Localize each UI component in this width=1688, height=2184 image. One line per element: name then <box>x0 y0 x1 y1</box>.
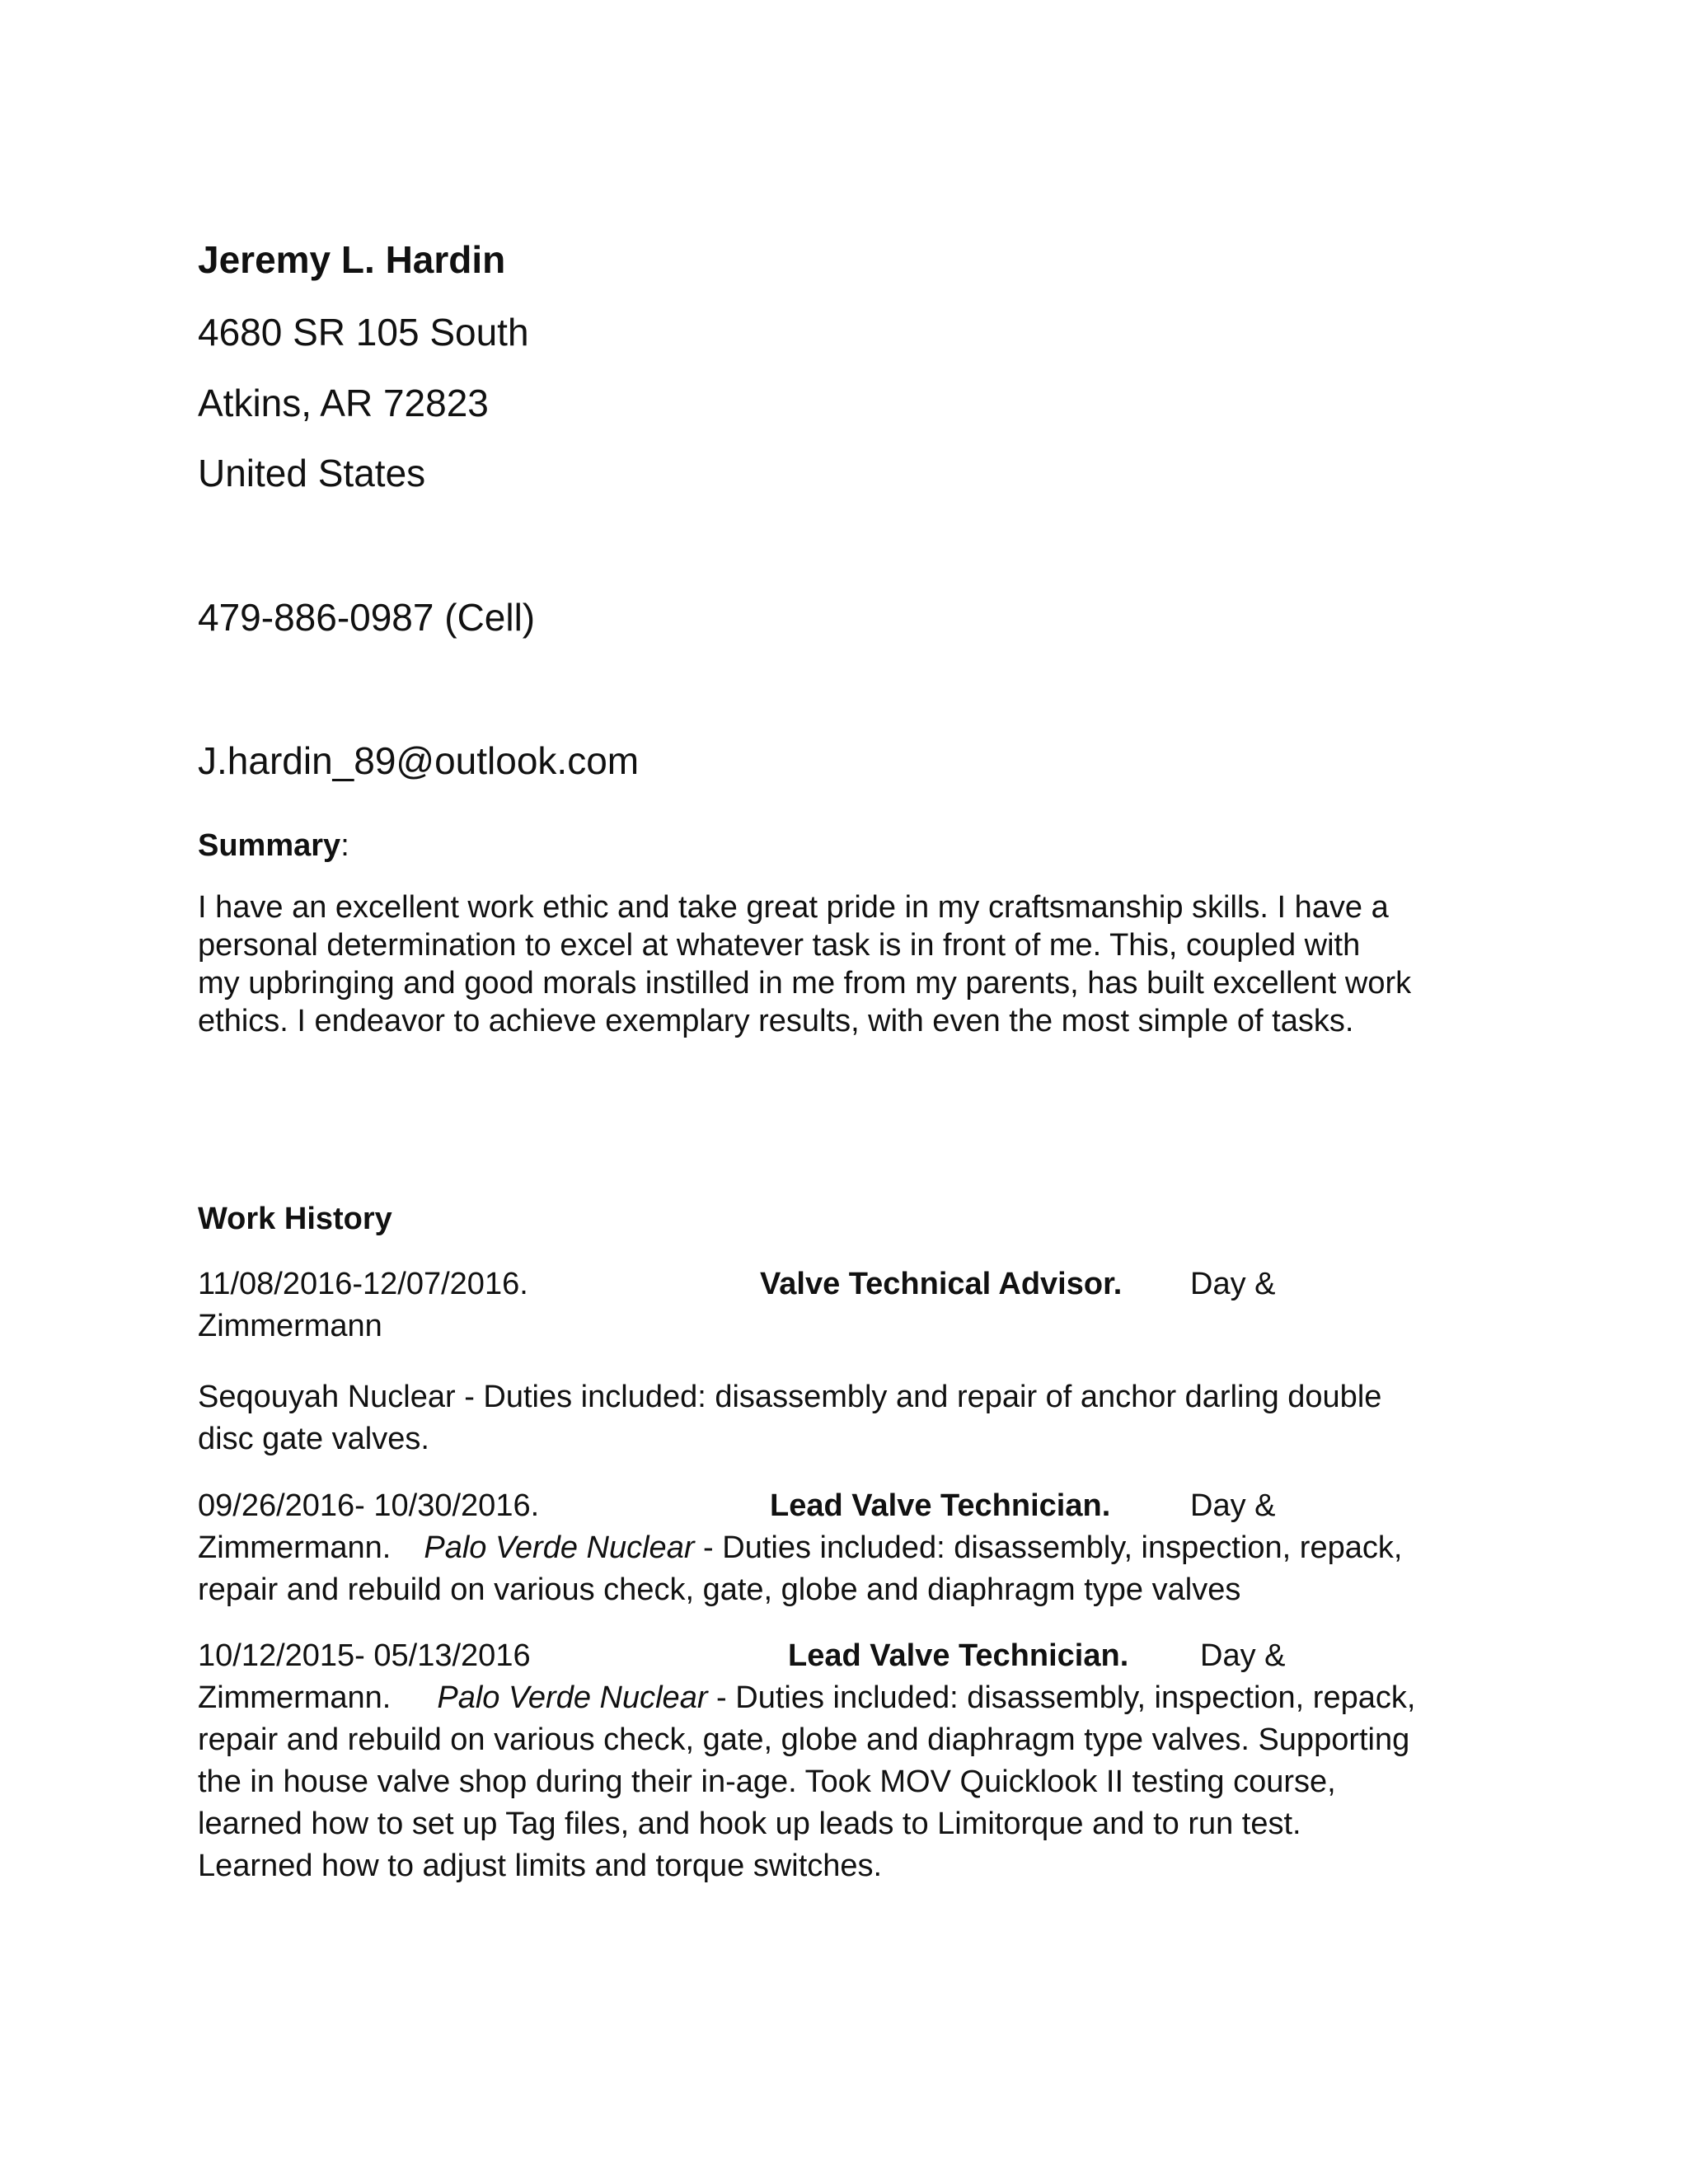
entry-line: disc gate valves. <box>198 1422 429 1456</box>
entry-dates: 11/08/2016-12/07/2016. <box>198 1267 528 1301</box>
entry-title: Valve Technical Advisor. <box>760 1267 1123 1301</box>
work-entry-description <box>198 1376 1484 1460</box>
entry-site: Palo Verde Nuclear <box>437 1680 708 1715</box>
entry-company: Day & <box>1200 1638 1286 1673</box>
candidate-name: Jeremy L. Hardin <box>198 238 506 281</box>
summary-line: my upbringing and good morals instilled in me from my parents, has built excellent work <box>198 966 1412 1001</box>
work-history-heading: Work History <box>198 1202 392 1236</box>
summary-line: ethics. I endeavor to achieve exemplary results, with even the most simple of tasks. <box>198 1004 1354 1038</box>
entry-line: Learned how to adjust limits and torque switches. <box>198 1849 883 1883</box>
entry-company-continued: Zimmermann. <box>198 1680 392 1715</box>
entry-header-row <box>198 1485 1484 1527</box>
entry-company-continued: Zimmermann <box>198 1309 382 1343</box>
address-line-2: Atkins, AR 72823 <box>198 382 489 424</box>
entry-line: repair and rebuild on various check, gate, globe and diaphragm type valves <box>198 1572 1241 1607</box>
entry-line: repair and rebuild on various check, gate, globe and diaphragm type valves. Supporting <box>198 1722 1410 1757</box>
work-entry <box>198 1485 1484 1611</box>
entry-header-row <box>198 1635 1484 1677</box>
summary-heading <box>198 830 349 861</box>
entry-duties-intro: - Duties included: disassembly, inspection, repack, <box>694 1530 1403 1565</box>
summary-line: personal determination to excel at whatever task is in front of me. This, coupled with <box>198 928 1361 963</box>
summary-heading-colon: : <box>340 828 349 863</box>
phone-number: 479-886-0987 (Cell) <box>198 596 536 639</box>
entry-title: Lead Valve Technician. <box>770 1488 1111 1523</box>
entry-dates: 09/26/2016- 10/30/2016. <box>198 1488 540 1523</box>
entry-company: Day & <box>1190 1267 1276 1301</box>
entry-header-row <box>198 1263 1484 1305</box>
work-entry <box>198 1635 1484 1887</box>
entry-title: Lead Valve Technician. <box>788 1638 1129 1673</box>
address-country: United States <box>198 452 426 494</box>
email-address: J.hardin_89@outlook.com <box>198 739 640 782</box>
entry-company: Day & <box>1190 1488 1276 1523</box>
summary-heading-text: Summary <box>198 828 341 863</box>
entry-dates: 10/12/2015- 05/13/2016 <box>198 1638 531 1673</box>
summary-line: I have an excellent work ethic and take great pride in my craftsmanship skills. I have a <box>198 890 1389 925</box>
entry-site: Palo Verde Nuclear <box>424 1530 695 1565</box>
entry-line: Seqouyah Nuclear - Duties included: disassembly and repair of anchor darling double <box>198 1380 1382 1414</box>
entry-duties-intro: - Duties included: disassembly, inspection, repack, <box>707 1680 1416 1715</box>
entry-first-line <box>198 1527 1484 1569</box>
work-entry <box>198 1263 1484 1347</box>
address-line-1: 4680 SR 105 South <box>198 311 529 354</box>
entry-line: the in house valve shop during their in-age. Took MOV Quicklook II testing course, <box>198 1765 1336 1799</box>
entry-line: learned how to set up Tag files, and hook up leads to Limitorque and to run test. <box>198 1807 1301 1841</box>
summary-text <box>198 888 1411 1040</box>
entry-first-line <box>198 1677 1484 1719</box>
entry-company-continued: Zimmermann. <box>198 1530 392 1565</box>
